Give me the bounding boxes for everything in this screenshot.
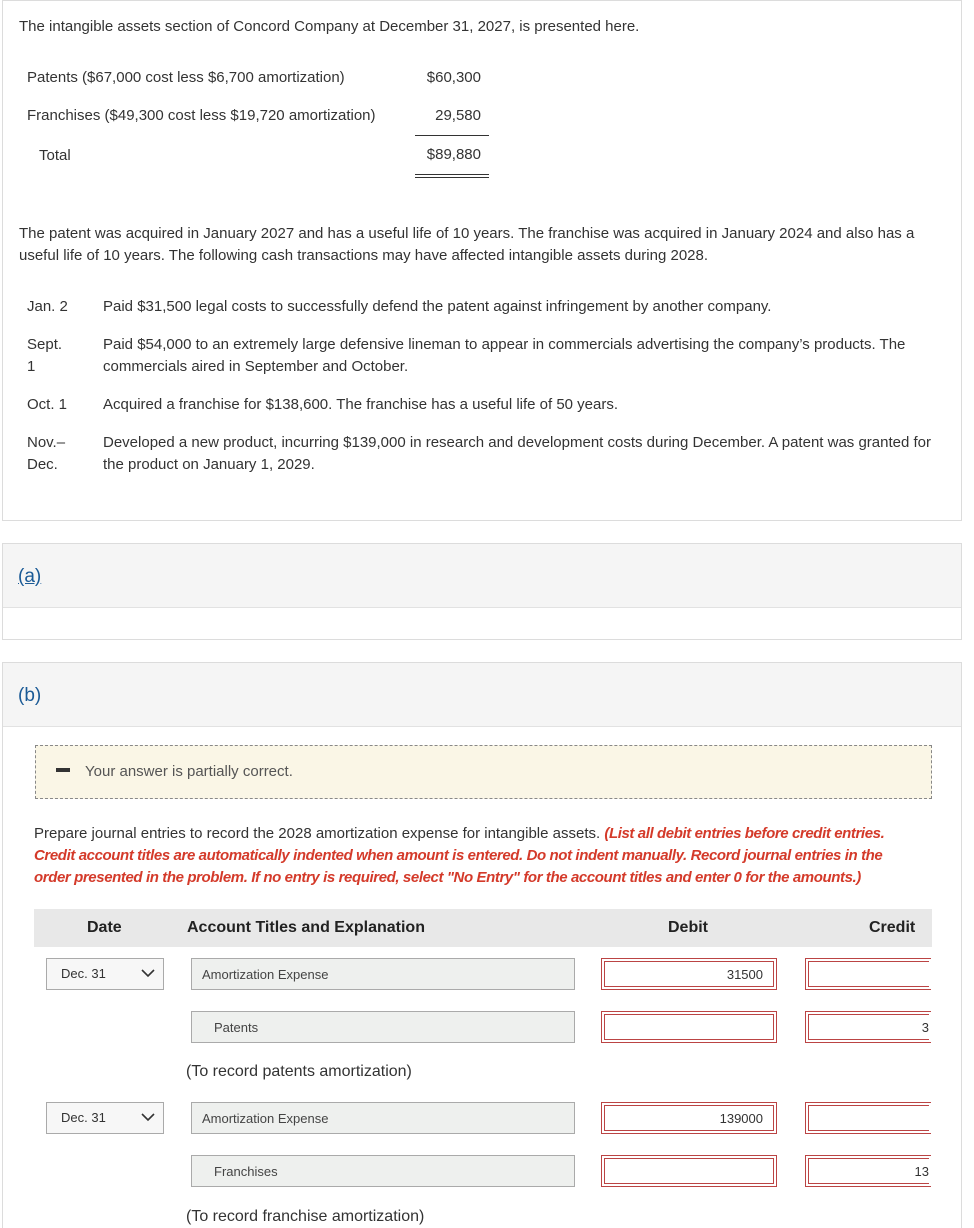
asset-label-patents: Patents ($67,000 cost less $6,700 amortization) [27, 69, 345, 86]
instruction-note: (List all debit entries before credit entries. Credit account titles are automatically indented when amount is entered. Do not indent manually. Record journal entries in the order presented in the problem. If no entry is required, select "No Entry" for the account titles and enter 0 for the amounts.) [34, 825, 885, 886]
chevron-down-icon [141, 1110, 155, 1124]
total-label: Total [39, 147, 71, 164]
date-select[interactable]: Dec. 31 [46, 958, 164, 990]
header-account: Account Titles and Explanation [187, 919, 425, 936]
credit-input[interactable] [805, 958, 931, 990]
debit-input[interactable] [601, 1155, 777, 1187]
credit-input[interactable]: 3 [805, 1011, 931, 1043]
part-b-label: (b) [18, 685, 42, 706]
credit-input[interactable] [805, 1102, 931, 1134]
account-title-input[interactable]: Amortization Expense [191, 958, 575, 990]
subtotal-rule [415, 135, 489, 136]
account-title-input[interactable]: Patents [191, 1011, 575, 1043]
debit-input[interactable]: 31500 [601, 958, 777, 990]
tx-text: Developed a new product, incurring $139,000 in research and development costs during December. A patent was granted for the product on January 1, 2029. [103, 434, 932, 473]
part-a-header[interactable] [3, 544, 961, 608]
partial-indicator-icon [56, 768, 70, 772]
total-rule-2 [415, 177, 489, 178]
tx-date: Jan. 2 [27, 298, 68, 315]
problem-card [2, 0, 962, 521]
part-b-card [2, 662, 962, 1228]
part-b-header [3, 663, 961, 727]
entry-explanation: (To record patents amortization) [186, 1063, 412, 1080]
account-title-input[interactable]: Franchises [191, 1155, 575, 1187]
instruction-text: Prepare journal entries to record the 2028 amortization expense for intangible assets. [34, 825, 601, 842]
tx-date: Oct. 1 [27, 396, 68, 413]
problem-intro: The intangible assets section of Concord Company at December 31, 2027, is presented here. [19, 18, 640, 35]
tx-text: Acquired a franchise for $138,600. The franchise has a useful life of 50 years. [103, 396, 619, 413]
entry-explanation: (To record franchise amortization) [186, 1208, 425, 1225]
tx-text: Paid $31,500 legal costs to successfully defend the patent against infringement by another company. [103, 298, 772, 315]
total-rule-1 [415, 174, 489, 175]
journal-table-header [34, 909, 932, 947]
feedback-text: Your answer is partially correct. [85, 763, 293, 780]
total-value: $89,880 [426, 146, 481, 163]
asset-value-franchises: 29,580 [435, 107, 481, 124]
instructions [34, 823, 914, 889]
credit-input[interactable]: 13 [805, 1155, 931, 1187]
part-a-label[interactable]: (a) [18, 566, 42, 587]
feedback-box [35, 745, 932, 799]
header-date: Date [87, 919, 122, 936]
header-credit: Credit [869, 919, 916, 936]
debit-input[interactable] [601, 1011, 777, 1043]
tx-text: Paid $54,000 to an extremely large defensive lineman to appear in commercials advertising the company’s products. The commercials aired in September and October. [103, 336, 906, 375]
part-a-card [2, 543, 962, 640]
date-select[interactable]: Dec. 31 [46, 1102, 164, 1134]
tx-date: Nov.– Dec. [27, 434, 66, 473]
chevron-down-icon [141, 966, 155, 980]
debit-input[interactable]: 139000 [601, 1102, 777, 1134]
account-title-input[interactable]: Amortization Expense [191, 1102, 575, 1134]
asset-value-patents: $60,300 [426, 69, 481, 86]
tx-date: Sept. 1 [27, 336, 63, 375]
problem-paragraph: The patent was acquired in January 2027 and has a useful life of 10 years. The franchise was acquired in January 2024 and also has a useful life of 10 years. The following cash transactions may have affected intangible assets during 2028. [19, 225, 915, 264]
asset-label-franchises: Franchises ($49,300 cost less $19,720 amortization) [27, 107, 376, 124]
header-debit: Debit [668, 919, 708, 936]
